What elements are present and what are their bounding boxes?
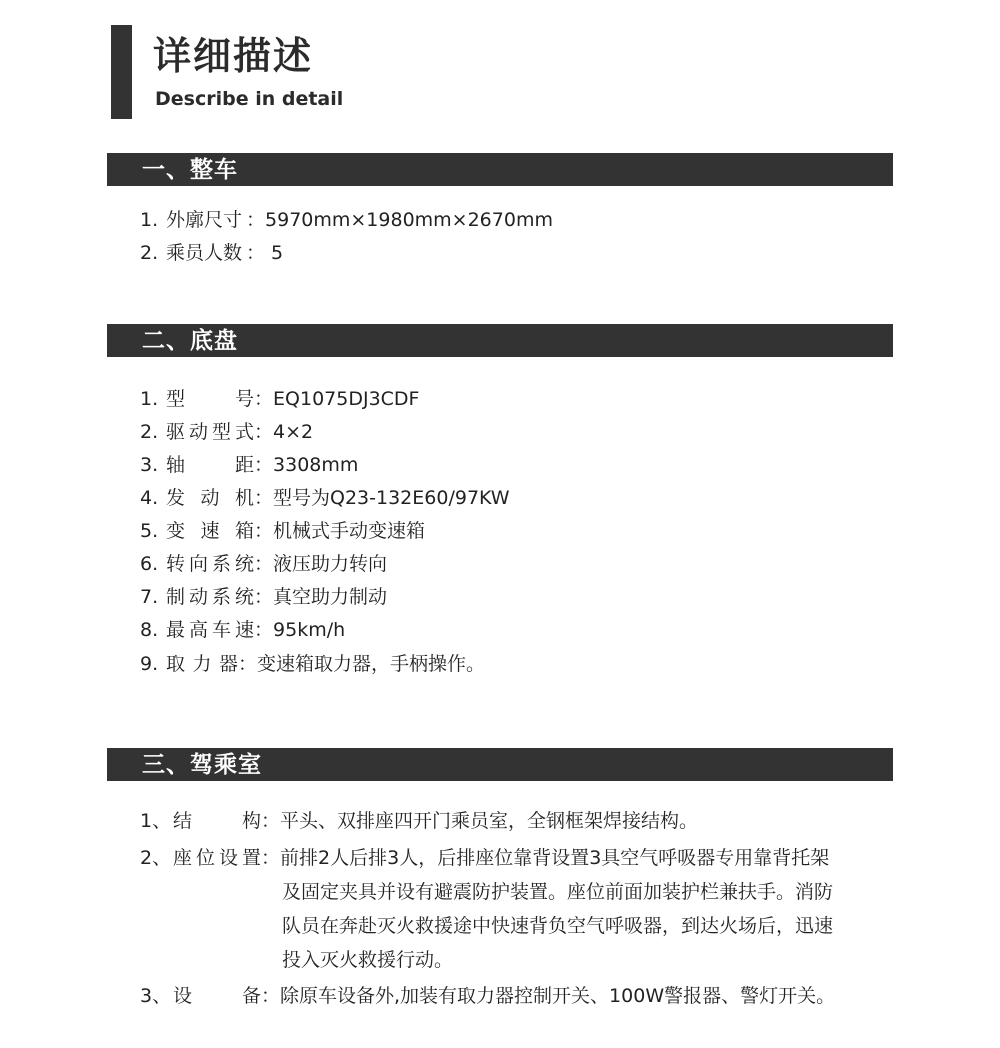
item-value: 真空助力制动: [273, 586, 388, 608]
item-label: 最高车速: [166, 619, 254, 641]
item-value: EQ1075DJ3CDF: [273, 388, 420, 410]
item-label: 外廓尺寸: [166, 209, 243, 231]
spec-item: [140, 237, 283, 270]
section-heading-label: 三、驾乘室: [142, 752, 262, 778]
spec-item: [140, 548, 387, 581]
item-number: 2.: [140, 242, 159, 264]
item-label: 取力器: [166, 653, 238, 675]
spec-item: [140, 614, 345, 647]
item-separator: ：: [254, 421, 274, 443]
item-number: 1.: [140, 209, 159, 231]
item-value: 机械式手动变速箱: [273, 520, 426, 542]
item-separator: ：: [261, 810, 281, 832]
section-heading-vehicle: [107, 153, 893, 186]
item-value: 前排2人后排3人，后排座位靠背设置3具空气呼吸器专用靠背托架: [280, 847, 830, 869]
item-separator: ：: [261, 847, 281, 869]
item-label: 结构: [173, 810, 261, 832]
item-separator: ：: [246, 209, 266, 231]
item-number: 4.: [140, 487, 159, 509]
item-value: 型号为Q23-132E60/97KW: [273, 487, 510, 509]
item-label: 转向系统: [166, 553, 254, 575]
item-label: 发动机: [166, 487, 254, 509]
item-number: 1.: [140, 388, 159, 410]
page-subtitle: Describe in detail: [155, 88, 344, 110]
item-value: 除原车设备外,加装有取力器控制开关、100W警报器、警灯开关。: [280, 985, 836, 1007]
item-value: 平头、双排座四开门乘员室，全钢框架焊接结构。: [280, 810, 699, 832]
item-number: 3.: [140, 454, 159, 476]
item-separator: ：: [254, 619, 274, 641]
item-separator: ：: [254, 586, 274, 608]
item-number: 6.: [140, 553, 159, 575]
section-heading-chassis: [107, 324, 893, 357]
item-value: 5: [265, 242, 284, 264]
item-separator: ：: [254, 454, 274, 476]
item-number: 9.: [140, 653, 159, 675]
item-label: 轴距: [166, 454, 254, 476]
item-separator: ：: [254, 487, 274, 509]
item-label: 变速箱: [166, 520, 254, 542]
spec-item: [140, 581, 387, 614]
item-number: 1、: [140, 810, 172, 832]
item-label: 型号: [166, 388, 254, 410]
spec-item: [140, 449, 358, 482]
item-value: 变速箱取力器，手柄操作。: [257, 653, 486, 675]
spec-item: [140, 805, 698, 838]
item-value: 95km/h: [273, 619, 346, 641]
item-separator: ：: [238, 653, 258, 675]
spec-item-continuation: 投入灭火救援行动。: [282, 949, 454, 971]
spec-item: [140, 482, 510, 515]
item-number: 3、: [140, 985, 172, 1007]
spec-item-continuation: 及固定夹具并设有避震防护装置。座位前面加装护栏兼扶手。消防: [282, 881, 834, 903]
item-separator: ：: [254, 553, 274, 575]
item-label: 制动系统: [166, 586, 254, 608]
spec-item: [140, 416, 313, 449]
item-separator: ：: [261, 985, 281, 1007]
item-number: 8.: [140, 619, 159, 641]
page-title: 详细描述: [153, 34, 314, 78]
spec-item: [140, 515, 425, 548]
spec-item-continuation: 队员在奔赴灭火救援途中快速背负空气呼吸器，到达火场后，迅速: [282, 915, 834, 937]
item-label: 乘员人数: [166, 242, 243, 264]
item-separator: ：: [246, 242, 266, 264]
item-label: 驱动型式: [166, 421, 254, 443]
spec-item: [140, 204, 553, 237]
item-number: 2.: [140, 421, 159, 443]
item-number: 5.: [140, 520, 159, 542]
title-accent-bar: [111, 25, 132, 119]
item-label: 设备: [173, 985, 261, 1007]
section-heading-cab: [107, 748, 893, 781]
item-value: 3308mm: [273, 454, 359, 476]
item-separator: ：: [254, 520, 274, 542]
section-heading-label: 二、底盘: [142, 328, 238, 354]
item-value: 液压助力转向: [273, 553, 388, 575]
item-number: 7.: [140, 586, 159, 608]
item-value: 4×2: [273, 421, 314, 443]
spec-item: [140, 980, 835, 1013]
spec-item: [140, 383, 419, 416]
spec-item: [140, 648, 485, 681]
item-value: 5970mm×1980mm×2670mm: [265, 209, 553, 231]
item-number: 2、: [140, 847, 172, 869]
item-separator: ：: [254, 388, 274, 410]
section-heading-label: 一、整车: [142, 157, 238, 183]
item-label: 座位设置: [173, 847, 261, 869]
spec-item: [140, 842, 829, 875]
